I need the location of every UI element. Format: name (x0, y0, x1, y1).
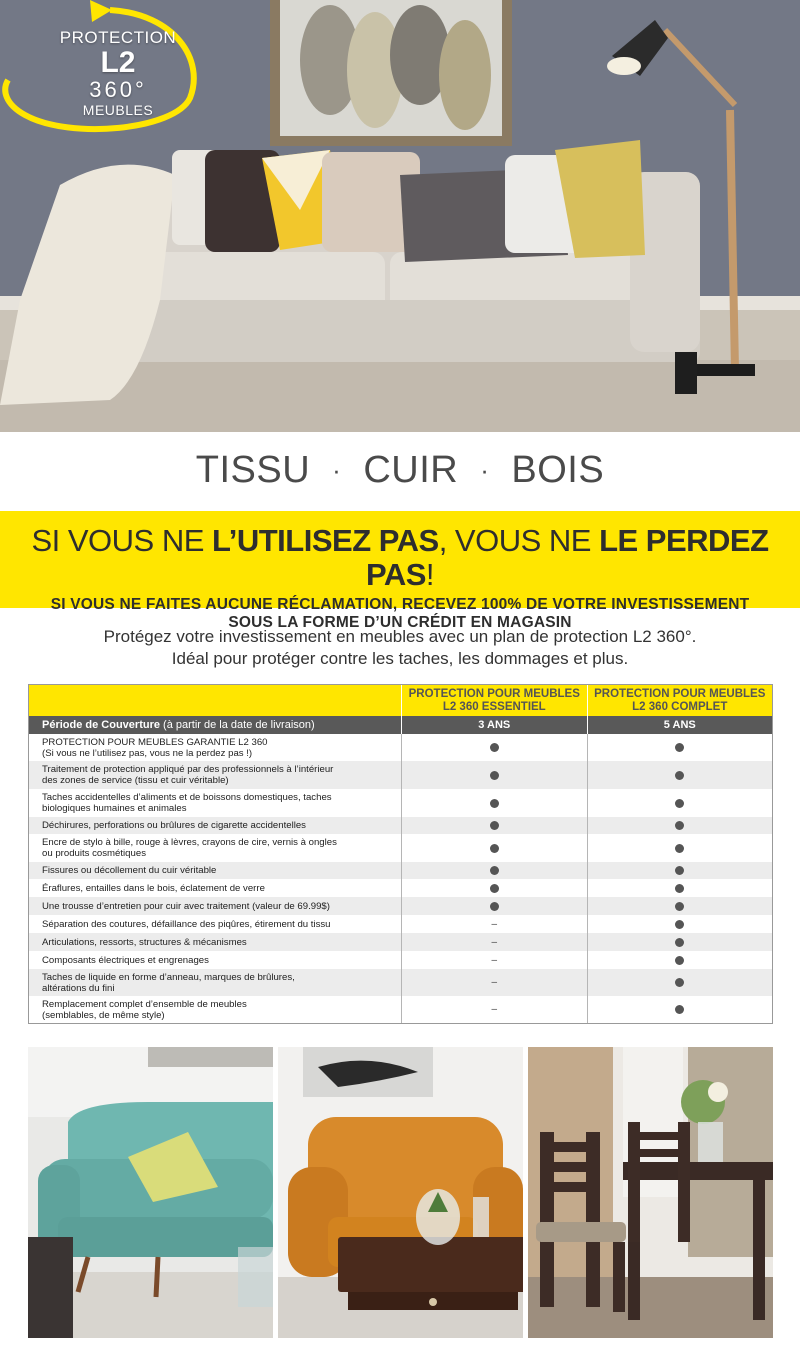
banner-text: ! (425, 557, 435, 592)
badge-label-protection: PROTECTION (59, 28, 177, 47)
cell-essentiel (401, 969, 587, 996)
not-included-dash: – (491, 954, 498, 966)
included-bullet-icon (675, 866, 684, 875)
table-row (29, 817, 772, 834)
coverage-table (28, 684, 773, 1024)
included-bullet-icon (675, 1005, 684, 1014)
photo-dining-set (528, 1047, 773, 1338)
cell-essentiel (401, 761, 587, 789)
included-bullet-icon (490, 844, 499, 853)
included-bullet-icon (675, 902, 684, 911)
feature-label (29, 764, 401, 786)
cell-complet (587, 996, 773, 1023)
included-bullet-icon (675, 884, 684, 893)
badge-label-meubles: MEUBLES (82, 102, 154, 118)
hero-image (0, 0, 800, 432)
included-bullet-icon (490, 771, 499, 780)
feature-label (29, 883, 401, 894)
period-complet: 5 ANS (587, 716, 773, 734)
table-row (29, 951, 772, 969)
cell-complet (587, 862, 773, 879)
feature-label (29, 865, 401, 876)
feature-rows (29, 734, 772, 1023)
feature-label-line1: Articulations, ressorts, structures & mécanismes (42, 936, 247, 948)
cell-essentiel (401, 915, 587, 933)
not-included-dash: – (491, 918, 498, 930)
feature-label (29, 972, 401, 994)
period-label-rest: (à partir de la date de livraison) (159, 719, 315, 731)
material-bois: BOIS (511, 449, 605, 492)
table-row (29, 862, 772, 879)
material-cuir: CUIR (363, 449, 459, 492)
cell-essentiel (401, 897, 587, 915)
included-bullet-icon (675, 799, 684, 808)
badge-label-360: 360° (89, 77, 147, 102)
separator-dot: · (332, 455, 342, 486)
feature-label (29, 937, 401, 948)
feature-label-line1: Taches accidentelles d’aliments et de boissons domestiques, taches (42, 792, 332, 803)
banner-text-bold: L’UTILISEZ PAS (212, 523, 439, 558)
cell-complet (587, 817, 773, 834)
materials-heading (0, 448, 800, 500)
feature-label-line2: biologiques humaines et animales (42, 803, 187, 814)
feature-label (29, 737, 401, 759)
banner-text: SI VOUS NE (31, 523, 213, 558)
badge-label-l2: L2 (100, 46, 136, 79)
included-bullet-icon (490, 884, 499, 893)
feature-label-line1: Fissures ou décollement du cuir véritable (42, 865, 217, 876)
included-bullet-icon (675, 978, 684, 987)
coverage-period-row (29, 716, 772, 734)
included-bullet-icon (675, 743, 684, 752)
cell-essentiel (401, 862, 587, 879)
included-bullet-icon (490, 866, 499, 875)
cell-complet (587, 734, 773, 761)
feature-label (29, 792, 401, 814)
feature-label-line1: Séparation des coutures, défaillance des piqûres, étirement du tissu (42, 918, 331, 930)
cell-essentiel (401, 734, 587, 761)
table-row (29, 969, 772, 996)
header-complet: PROTECTION POUR MEUBLES L2 360 COMPLET (587, 685, 773, 716)
cell-complet (587, 951, 773, 969)
included-bullet-icon (675, 956, 684, 965)
feature-label-line1: Déchirures, perforations ou brûlures de cigarette accidentelles (42, 820, 306, 831)
feature-label (29, 919, 401, 930)
cell-essentiel (401, 834, 587, 862)
table-row (29, 933, 772, 951)
not-included-dash: – (491, 1004, 498, 1015)
cell-essentiel (401, 789, 587, 817)
separator-dot: · (480, 455, 490, 486)
feature-label (29, 837, 401, 859)
not-included-dash: – (491, 936, 498, 948)
cell-complet (587, 915, 773, 933)
included-bullet-icon (490, 743, 499, 752)
period-label-bold: Période de Couverture (42, 719, 160, 731)
cell-essentiel (401, 996, 587, 1023)
feature-label-line2: altérations du fini (42, 982, 115, 994)
table-row (29, 879, 772, 897)
intro-line-1: Protégez votre investissement en meubles avec un plan de protection L2 360°. (103, 627, 697, 646)
photo-leather-chair (278, 1047, 523, 1338)
feature-label-line1: Éraflures, entailles dans le bois, éclatement de verre (42, 882, 265, 894)
included-bullet-icon (490, 902, 499, 911)
intro-text (0, 626, 800, 670)
cell-complet (587, 879, 773, 897)
header-essentiel: PROTECTION POUR MEUBLES L2 360 ESSENTIEL (401, 685, 587, 716)
feature-label (29, 955, 401, 966)
banner-subline-2: SOUS LA FORME D’UN CRÉDIT EN MAGASIN (228, 614, 572, 631)
cell-essentiel (401, 951, 587, 969)
feature-label-line1: Une trousse d’entretien pour cuir avec traitement (valeur de 69.99$) (42, 900, 330, 912)
cell-complet (587, 969, 773, 996)
feature-label-line2: ou produits cosmétiques (42, 848, 146, 859)
included-bullet-icon (675, 844, 684, 853)
material-tissu: TISSU (195, 449, 311, 492)
feature-label-line1: Remplacement complet d’ensemble de meubles (42, 998, 247, 1010)
banner-text: , VOUS NE (438, 523, 600, 558)
table-row (29, 761, 772, 789)
cell-complet (587, 897, 773, 915)
product-photos (28, 1047, 773, 1338)
table-row (29, 734, 772, 761)
cell-complet (587, 789, 773, 817)
table-header-empty (29, 685, 401, 716)
table-row (29, 996, 772, 1023)
feature-label (29, 999, 401, 1021)
feature-label (29, 901, 401, 912)
feature-label-line1: Encre de stylo à bille, rouge à lèvres, crayons de cire, vernis à ongles (42, 837, 337, 848)
period-essentiel: 3 ANS (401, 716, 587, 734)
table-row (29, 897, 772, 915)
feature-label-line1: Traitement de protection appliqué par des professionnels à l’intérieur (42, 764, 334, 775)
cell-essentiel (401, 879, 587, 897)
cell-complet (587, 761, 773, 789)
not-included-dash: – (491, 977, 498, 988)
cell-complet (587, 834, 773, 862)
included-bullet-icon (675, 920, 684, 929)
cell-complet (587, 933, 773, 951)
included-bullet-icon (490, 821, 499, 830)
feature-label-line1: Taches de liquide en forme d’anneau, marques de brûlures, (42, 971, 295, 983)
included-bullet-icon (675, 821, 684, 830)
intro-line-2: Idéal pour protéger contre les taches, les dommages et plus. (171, 649, 629, 668)
feature-label-line2: (Si vous ne l’utilisez pas, vous ne la perdez pas !) (42, 747, 253, 759)
table-header-row (29, 685, 772, 716)
banner-text-bold: LE PERDEZ PAS (365, 523, 769, 592)
table-row (29, 789, 772, 817)
feature-label-line1: PROTECTION POUR MEUBLES GARANTIE L2 360 (42, 736, 268, 748)
cell-essentiel (401, 817, 587, 834)
cell-essentiel (401, 933, 587, 951)
table-row (29, 834, 772, 862)
photo-fabric-sofa (28, 1047, 273, 1338)
feature-label-line2: (semblables, de même style) (42, 1009, 165, 1021)
feature-label-line2: des zones de service (tissu et cuir véritable) (42, 775, 229, 786)
feature-label-line1: Composants électriques et engrenages (42, 954, 209, 966)
period-label (29, 716, 401, 734)
protection-badge (48, 28, 188, 118)
included-bullet-icon (675, 771, 684, 780)
banner-headline (0, 524, 800, 592)
feature-label (29, 820, 401, 831)
banner-subline-1: SI VOUS NE FAITES AUCUNE RÉCLAMATION, RECEVEZ 100% DE VOTRE INVESTISSEMENT (50, 596, 750, 613)
included-bullet-icon (675, 938, 684, 947)
included-bullet-icon (490, 799, 499, 808)
promo-banner (0, 511, 800, 631)
table-row (29, 915, 772, 933)
